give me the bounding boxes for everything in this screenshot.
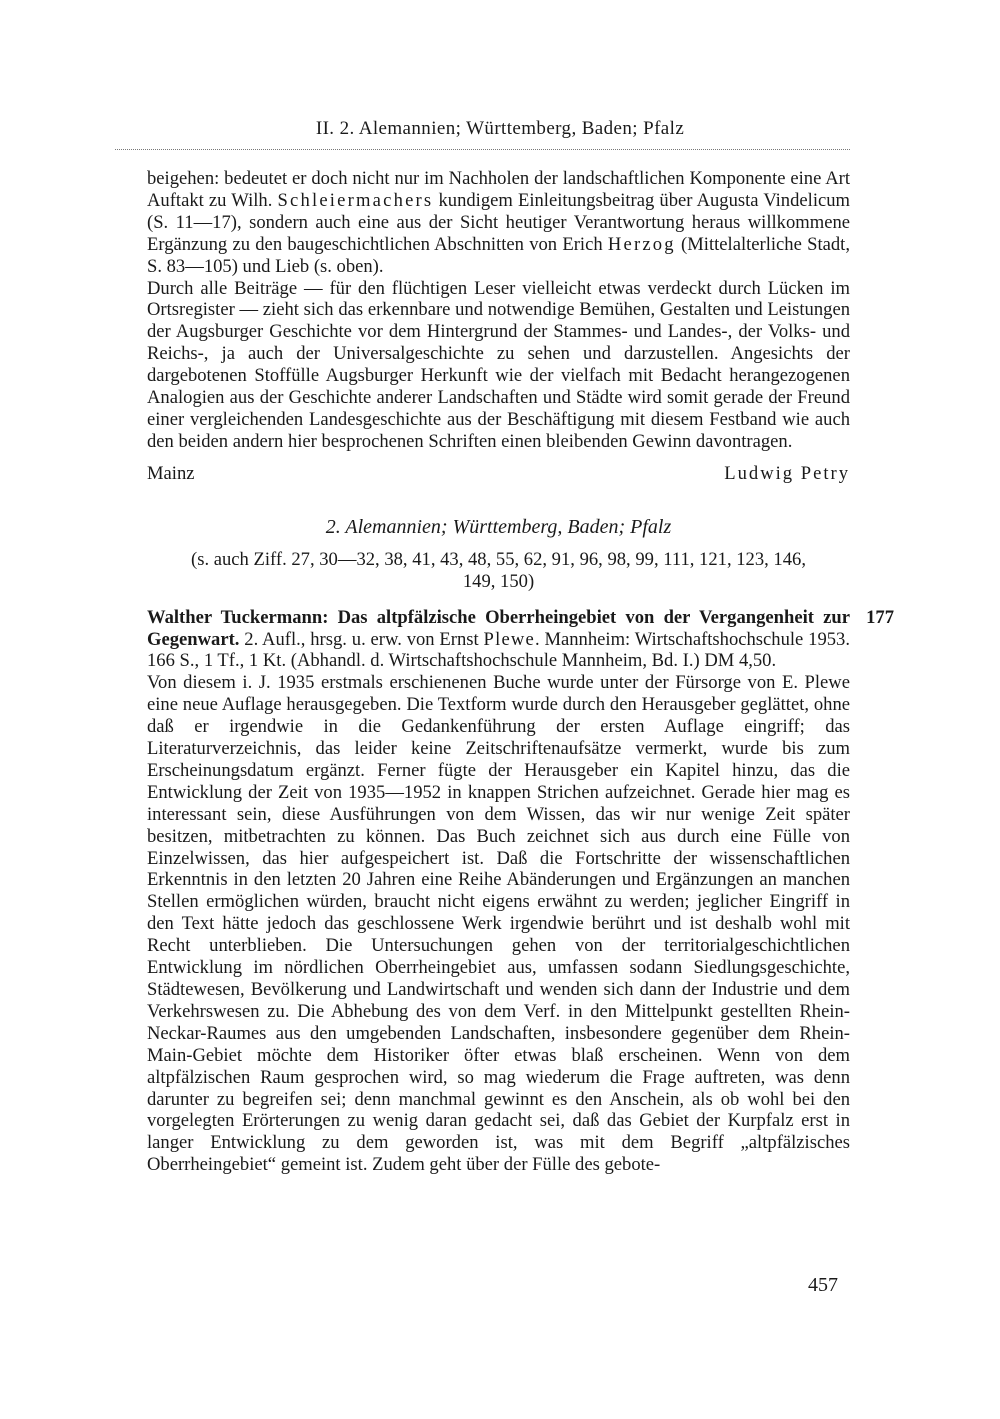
entry-title: Das altpfälzische Oberrheingebiet von der Vergangenheit zur Gegenwart. [147, 606, 850, 650]
text-span: beigehen: bedeutet er doch nicht nur im Nachholen der landschaftlichen Komponente eine Art Auftakt zu Wilh. [147, 168, 850, 211]
entry-details: 2. Aufl., hrsg. u. erw. von Ernst [239, 628, 484, 650]
header-rule [115, 149, 850, 150]
cross-reference-line: (s. auch Ziff. 27, 30—32, 38, 41, 43, 48, 55, 62, 91, 96, 98, 99, 111, 121, 123, 146, [191, 548, 806, 570]
editor-name: Plewe [483, 628, 535, 650]
review-paragraph-1 [147, 168, 850, 278]
reviewer-name: Ludwig Petry [724, 462, 850, 484]
cross-reference [147, 549, 850, 593]
entry-review-text: Von diesem i. J. 1935 erstmals erschienenen Buche wurde unter der Fürsorge von E. Plewe eine neue Auflage herausgegeben. Die Textform wurde durch den Herausgeber geglättet, ohne daß er irgendwie in die Gedankenführung der ersten Auflage eingriff; das Literaturverzeichnis, das leider keine Zeitschriftenaufsätze vermerkt, wurde bis zum Erscheinungsdatum ergänzt. Ferner fügte der Herausgeber ein Kapitel hinzu, das die Entwicklung der Zeit von 1935—1952 in knappen Strichen aufzeichnet. Gerade hier mag es interessant sein, diese Ausführungen von dem Wissen, das wir nur wenige Zeit später besitzen, mitbetrachten zu können. Das Buch zeichnet sich aus durch eine Fülle von Einzelwissen, das hier aufgespeichert ist. Daß die Fortschritte der wissenschaftlichen Erkenntnis in den letzten 20 Jahren eine Reihe Abänderungen und Ergänzungen an manchen Stellen ermöglichen würden, braucht nicht eigens erwähnt zu werden; jeglicher Eingriff in den Text hätte jedoch das geschlossene Werk irgendwie berührt und ist deshalb wohl mit Recht unterblieben. Die Untersuchungen gehen von der territorialgeschichtlichen Entwicklung im nördlichen Oberrheingebiet aus, umfassen sodann Siedlungsgeschichte, Städtewesen, Bevölkerung und Landwirtschaft und wenden sich dann der Industrie und dem Verkehrswesen zu. Die Abhebung des von dem Verf. in den Mittelpunkt gestellten Rhein-Neckar-Raumes aus den umgebenden Landschaften, insbesondere gegenüber dem Rhein-Main-Gebiet möchte dem Historiker öfter etwas blaß erscheinen. Wenn von dem altpfälzischen Raum gesprochen wird, so mag wiederum die Frage auftreten, was denn darunter zu begreifen sei; denn manchmal gewinnt es den Anschein, als ob wohl bei den vorgelegten Erörterungen zu wenig daran gedacht sei, daß das Gebiet der Kurpfalz erst in langer Entwicklung zu dem geworden ist, was mit dem Begriff „altpfälzisches Oberrheingebiet“ gemeint ist. Zudem geht über der Fülle des gebote- [147, 672, 850, 1176]
entry-citation [147, 607, 850, 673]
entry-number: 177 [866, 606, 894, 628]
cross-reference-line: 149, 150) [462, 570, 535, 592]
entry-author: Walther Tuckermann: [147, 606, 329, 628]
text-span: (Mittelalterliche Stadt, S. 83—105) und Lieb (s. oben). [147, 233, 850, 277]
running-head: II. 2. Alemannien; Württemberg, Baden; Pfalz [315, 118, 685, 139]
review-signature [147, 463, 850, 485]
author-name: Schleiermachers [277, 189, 434, 211]
review-paragraph-2 [147, 278, 850, 453]
review-place: Mainz [147, 462, 195, 484]
entry-details: . Mannheim: Wirtschaftshochschule 1953. 166 S., 1 Tf., 1 Kt. (Abhandl. d. Wirtschaftshochschule Mannheim, Bd. I.) DM 4,50. [147, 628, 850, 672]
text-span: Durch alle Beiträge — für den flüchtigen Leser vielleicht etwas verdeckt durch Lücken im Ortsregister — zieht sich das erkennbare und notwendige Bemühen, Gestalten und Leistungen der Augsburger Geschichte vor dem Hintergrund der Stammes- und Landes-, der Volks- und Reichs-, ja auch der Universalgeschichte zu sehen und darzustellen. Angesichts der dargebotenen Stoffülle Augsburger Herkunft wie der vielfach mit Bedacht herangezogenen Analogien aus der Geschichte anderer Landschaften und Städte wird somit gerade der Freund einer vergleichenden Landesgeschichte aus der Beschäftigung mit diesem Festband wie auch den beiden andern hier besprochenen Schriften einen bleibenden Gewinn davontragen. [147, 277, 850, 452]
page-number: 457 [808, 1274, 838, 1296]
author-name: Herzog [607, 233, 676, 255]
page-body [147, 168, 894, 1176]
bibliography-entry [147, 606, 894, 1177]
text-span: kundigem Einleitungsbeitrag über Augusta Vindelicum (S. 11—17), sondern auch eine aus der Sicht heutiger Verantwortung heraus willkommene Ergänzung zu den baugeschichtlichen Abschnitten von Erich [147, 189, 850, 255]
section-title: 2. Alemannien; Württemberg, Baden; Pfalz [325, 515, 672, 538]
